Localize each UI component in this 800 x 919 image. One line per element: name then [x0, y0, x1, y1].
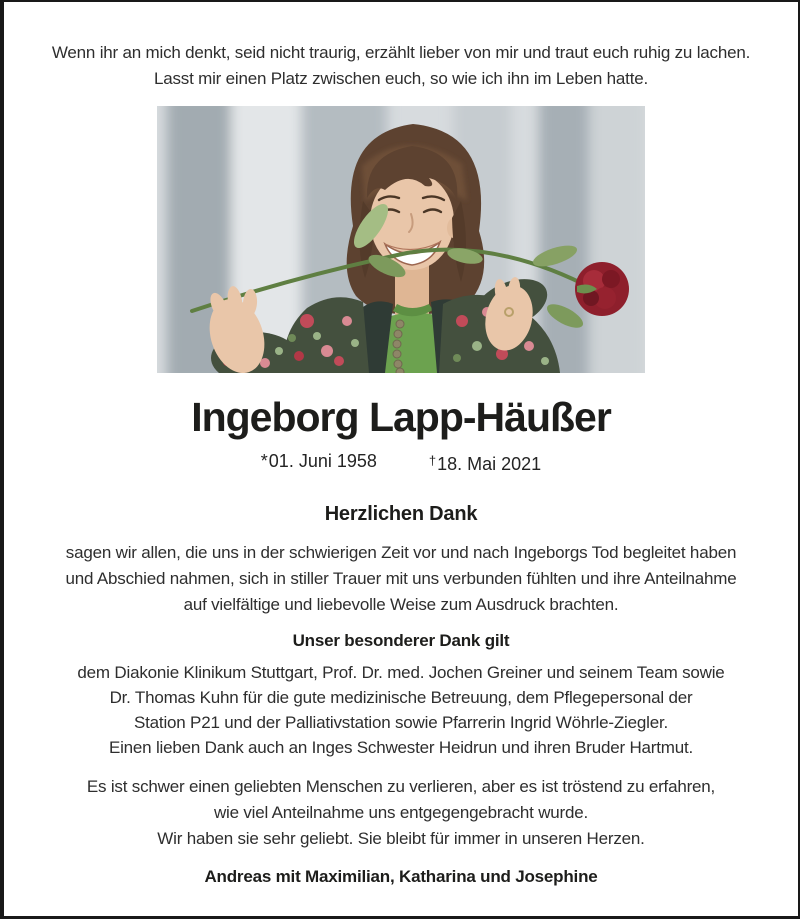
family-signature: Andreas mit Maximilian, Katharina und Josephine	[204, 867, 598, 886]
paragraph-line: Es ist schwer einen geliebten Menschen zu verlieren, aber es ist tröstend zu erfahren,	[86, 777, 716, 796]
paragraph-line: Einen lieben Dank auch an Inges Schwester Heidrun und ihren Bruder Hartmut.	[108, 738, 694, 757]
paragraph-line: wie viel Anteilnahme uns entgegengebracht wurde.	[213, 803, 589, 822]
quote-line-2: Lasst mir einen Platz zwischen euch, so wie ich ihn im Leben hatte.	[153, 69, 649, 88]
paragraph-line: sagen wir allen, die uns in der schwierigen Zeit vor und nach Ingeborgs Tod begleitet haben	[65, 543, 737, 562]
paragraph-line: Station P21 und der Palliativstation sowie Pfarrerin Ingrid Wöhrle-Ziegler.	[134, 713, 668, 732]
birth-symbol: *	[260, 451, 268, 471]
memorial-quote	[4, 40, 798, 92]
thanks-paragraph-2	[4, 660, 798, 760]
special-thanks-subheading: Unser besonderer Dank gilt	[292, 631, 510, 650]
paragraph-line: Wir haben sie sehr geliebt. Sie bleibt für immer in unseren Herzen.	[157, 829, 645, 848]
paragraph-line: dem Diakonie Klinikum Stuttgart, Prof. Dr. med. Jochen Greiner und seinem Team sowie	[77, 663, 725, 682]
portrait-illustration	[157, 106, 645, 373]
thanks-paragraph-1	[4, 540, 798, 618]
paragraph-line: auf vielfältige und liebevolle Weise zum Ausdruck brachten.	[183, 595, 619, 614]
rose-bloom	[575, 262, 629, 316]
quote-line-1: Wenn ihr an mich denkt, seid nicht traurig, erzählt lieber von mir und traut euch ruhig zu lachen.	[51, 43, 751, 62]
birth-date: *01. Juni 1958	[260, 451, 377, 471]
death-date: †18. Mai 2021	[428, 453, 542, 474]
portrait-photo	[157, 106, 645, 373]
thanks-heading: Herzlichen Dank	[324, 503, 478, 525]
life-dates	[4, 449, 798, 476]
death-symbol: †	[428, 453, 437, 468]
deceased-name: Ingeborg Lapp-Häußer	[191, 394, 611, 440]
thanks-paragraph-3	[4, 774, 798, 852]
paragraph-line: und Abschied nahmen, sich in stiller Trauer mit uns verbunden fühlten und ihre Anteilnahme	[65, 569, 737, 588]
paragraph-line: Dr. Thomas Kuhn für die gute medizinische Betreuung, dem Pflegepersonal der	[109, 688, 693, 707]
